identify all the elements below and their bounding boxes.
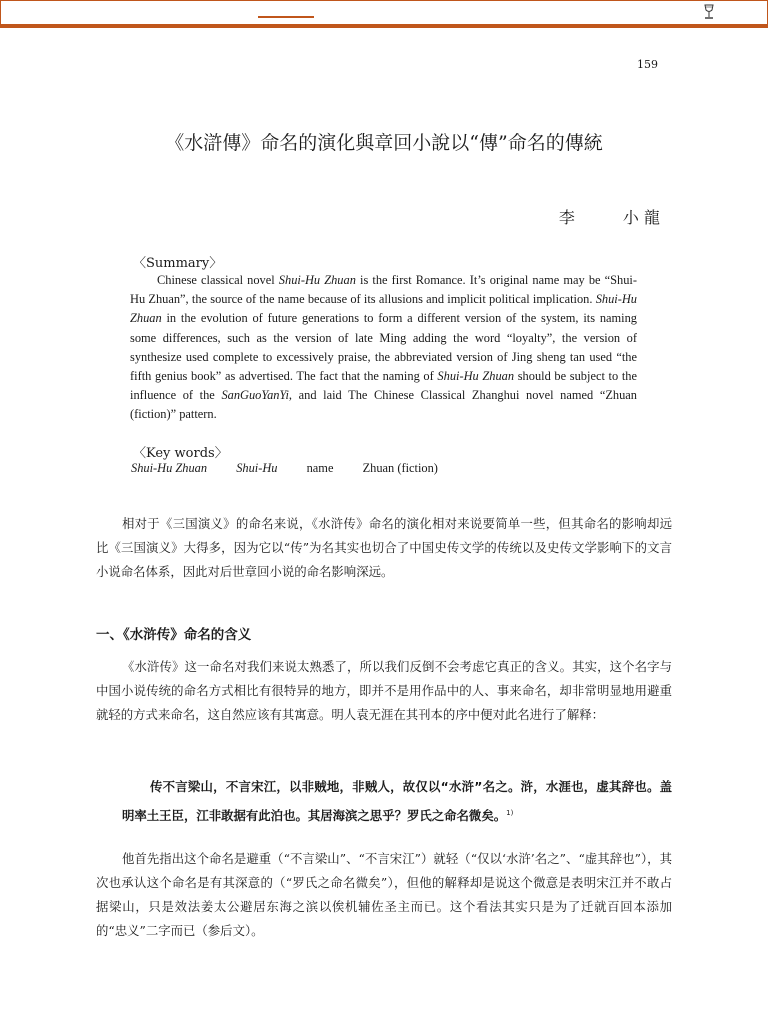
keyword-item: Zhuan (fiction) xyxy=(362,461,438,475)
author-given-name: 小 龍 xyxy=(622,208,660,227)
body-paragraph: 他首先指出这个命名是避重（“不言梁山”、“不言宋江”）就轻（“仅以‘水浒’名之”、“虚其辞也”），其次也承认这个命名是有其深意的（“罗氏之命名微矣”），但他的解释却是说这个微意是表明宋江并不敢占据梁山，只是效法姜太公避居东海之滨以俟机辅佐圣主而已。这个看法其实只是为了迁就百回本添加的“忠义”二字而已（参后文）。 xyxy=(96,851,672,938)
paper-title: 《水滸傳》命名的演化與章回小說以“傳”命名的傳統 xyxy=(165,132,603,154)
summary-text: Chinese classical novel xyxy=(157,273,279,287)
header-rule xyxy=(0,24,768,28)
section-heading: 一、《水浒传》命名的含义 xyxy=(96,627,252,643)
summary-heading: 〈Summary〉 xyxy=(133,256,223,271)
keyword-item: Shui-Hu xyxy=(236,461,278,475)
body-paragraph-intro: 相对于《三国演义》的命名来说，《水浒传》命名的演化相对来说要简单一些，但其命名的影响却远比《三国演义》大得多，因为它以“传”为名其实也切合了中国史传文学的传统以及史传文学影响下的文言小说命名体系，因此对后世章回小说的命名影响深远。 xyxy=(96,516,672,579)
page-number: 159 xyxy=(637,58,658,71)
summary-italic-title: Shui-Hu Zhuan xyxy=(278,273,356,287)
body-paragraph: 《水浒传》这一命名对我们来说太熟悉了，所以我们反倒不会考虑它真正的含义。其实，这个名字与中国小说传统的命名方式相比有很特异的地方，即并不是用作品中的人、事来命名，却非常明显地用避重就轻的方式来命名，这自然应该有其寓意。明人袁无涯在其刊本的序中便对此名进行了解释： xyxy=(96,659,672,722)
summary-text: should be subject to the influence of the xyxy=(130,369,637,403)
footnote-marker: 1) xyxy=(506,809,514,817)
block-quote xyxy=(122,774,672,829)
header-frame xyxy=(0,0,768,25)
goblet-logo-icon xyxy=(702,3,716,21)
quote-text: 传不言梁山，不言宋江，以非贼地，非贼人，故仅以“水浒”名之。浒，水涯也，虚其辞也。盖明率土王臣，江非敢据有此泊也。其居海滨之思乎？罗氏之命名微矣。 xyxy=(122,779,672,824)
header-bar xyxy=(0,0,768,29)
summary-italic-title: Shui-Hu Zhuan xyxy=(437,369,515,384)
summary-text: in the evolution of future generations to form a different version of the system, its naming some differences, such as the version of late Ming adding the word “loyalty”, the version of synthesize used complete to excessively praise, the abbreviated version of Jing sheng tan used “the fifth genius book” as advertised. The fact that the naming of xyxy=(130,311,637,384)
author-surname: 李 xyxy=(558,208,575,227)
summary-italic-title: Shui-Hu Zhuan xyxy=(130,292,637,326)
summary-paragraph xyxy=(130,271,637,425)
keyword-item: Shui-Hu Zhuan xyxy=(131,461,208,475)
author-name xyxy=(480,205,660,228)
summary-text: , and laid The Chinese Classical Zhanghui novel named “Zhuan (fiction)” pattern. xyxy=(130,388,637,422)
header-tick-mark xyxy=(258,16,314,18)
keyword-item: name xyxy=(306,461,334,475)
summary-text: is the first Romance. It’s original name may be “Shui-Hu Zhuan”, the source of the name because of its allusions and implicit political implication. xyxy=(130,273,637,307)
keywords-heading: 〈Key words〉 xyxy=(133,446,228,461)
summary-italic-title: SanGuoYanYi xyxy=(221,388,289,403)
keywords-list xyxy=(131,461,464,476)
